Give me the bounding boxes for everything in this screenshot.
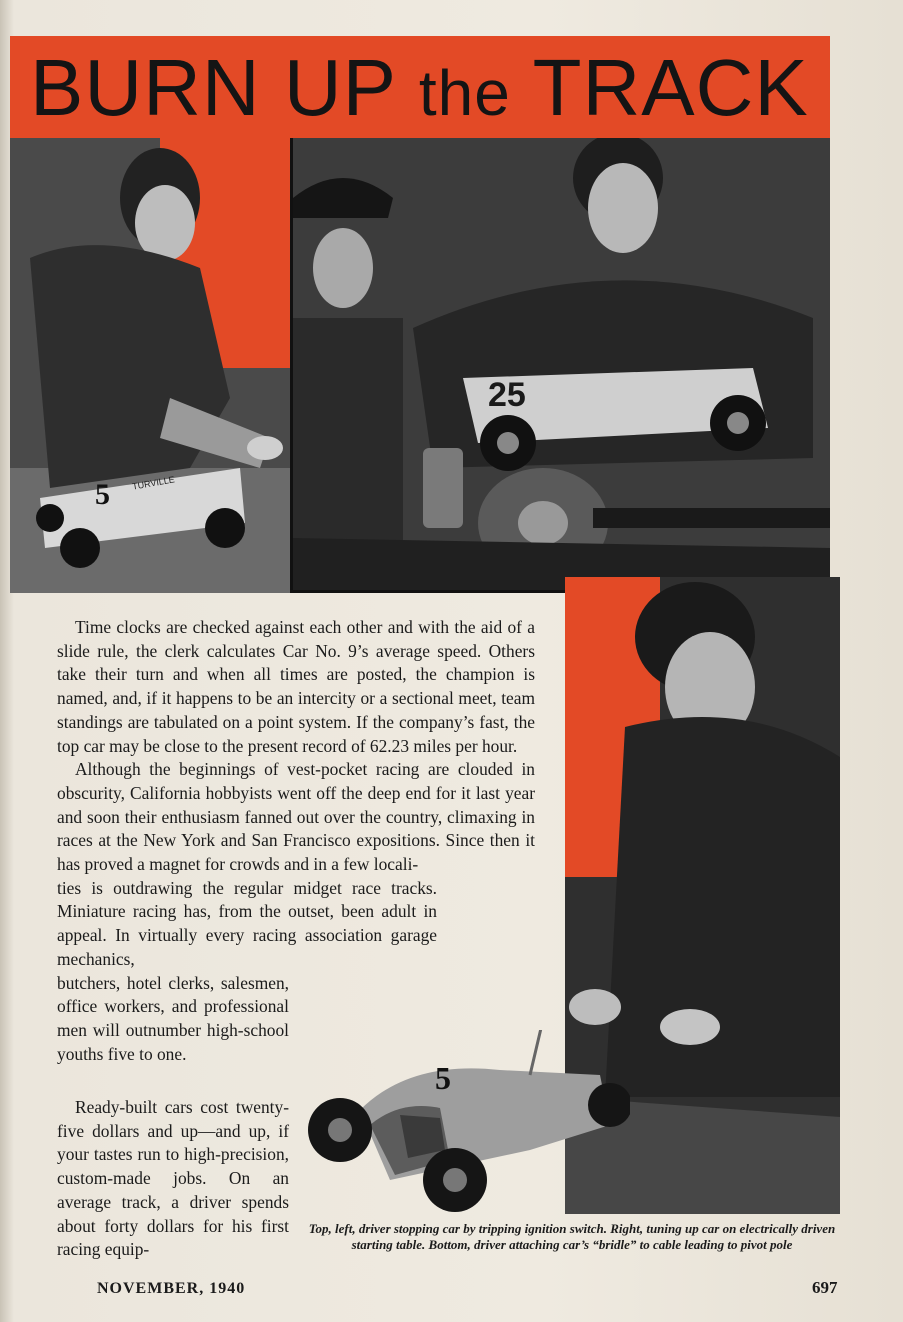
car-number-label: 5 (435, 1060, 451, 1096)
paragraph: Although the beginnings of vest-pocket racing are clouded in obscurity, California hobbyists went off the deep end for it last year and soon their enthusiasm fanned out over the country, climaxing in races at the New York and San Francisco expositions. Since then it has proved a magnet for crowds and in a few locali- (57, 759, 535, 875)
car-number-label: 5 (95, 478, 110, 511)
photo-driver-stopping-car (10, 138, 290, 593)
page-number: 697 (812, 1278, 838, 1297)
article-title: BURN UP the TRACK (30, 43, 809, 132)
photo-tuning-car-starting-table (290, 138, 830, 593)
article-body-continued (57, 1096, 289, 1262)
article-body (57, 616, 535, 1066)
paragraph-continued: butchers, hotel clerks, salesmen, office workers, and professional men will outnumber high-school youths five to one. (57, 972, 289, 1064)
paragraph: Time clocks are checked against each other and with the aid of a slide rule, the clerk calculates Car No. 9’s average speed. Others take their turn and when all times are posted, the champion is named, and, if it happens to be an intercity or a sectional meet, team standings are tabulated on a point system. If the company’s fast, the top car may be close to the present record of 62.23 miles per hour. (57, 617, 535, 756)
car-side-text: TURVILLE (131, 474, 176, 492)
issue-date: NOVEMBER, 1940 (97, 1280, 246, 1297)
paragraph-continued: ties is outdrawing the regular midget race tracks. Miniature racing has, from the outset, been adult in appeal. In virtually every racing association garage mechanics, (57, 877, 437, 969)
photo-caption: Top, left, driver stopping car by tripping ignition switch. Right, tuning up car on electrically driven starting table. Bottom, driver attaching car’s “bridle” to cable leading to pivot pole (308, 1221, 836, 1252)
car-number-label: 25 (488, 376, 526, 414)
paragraph: Ready-built cars cost twenty-five dollars and up—and up, if your tastes run to high-precision, custom-made jobs. On an average track, a driver spends about forty dollars for his first racing equip- (57, 1097, 289, 1260)
